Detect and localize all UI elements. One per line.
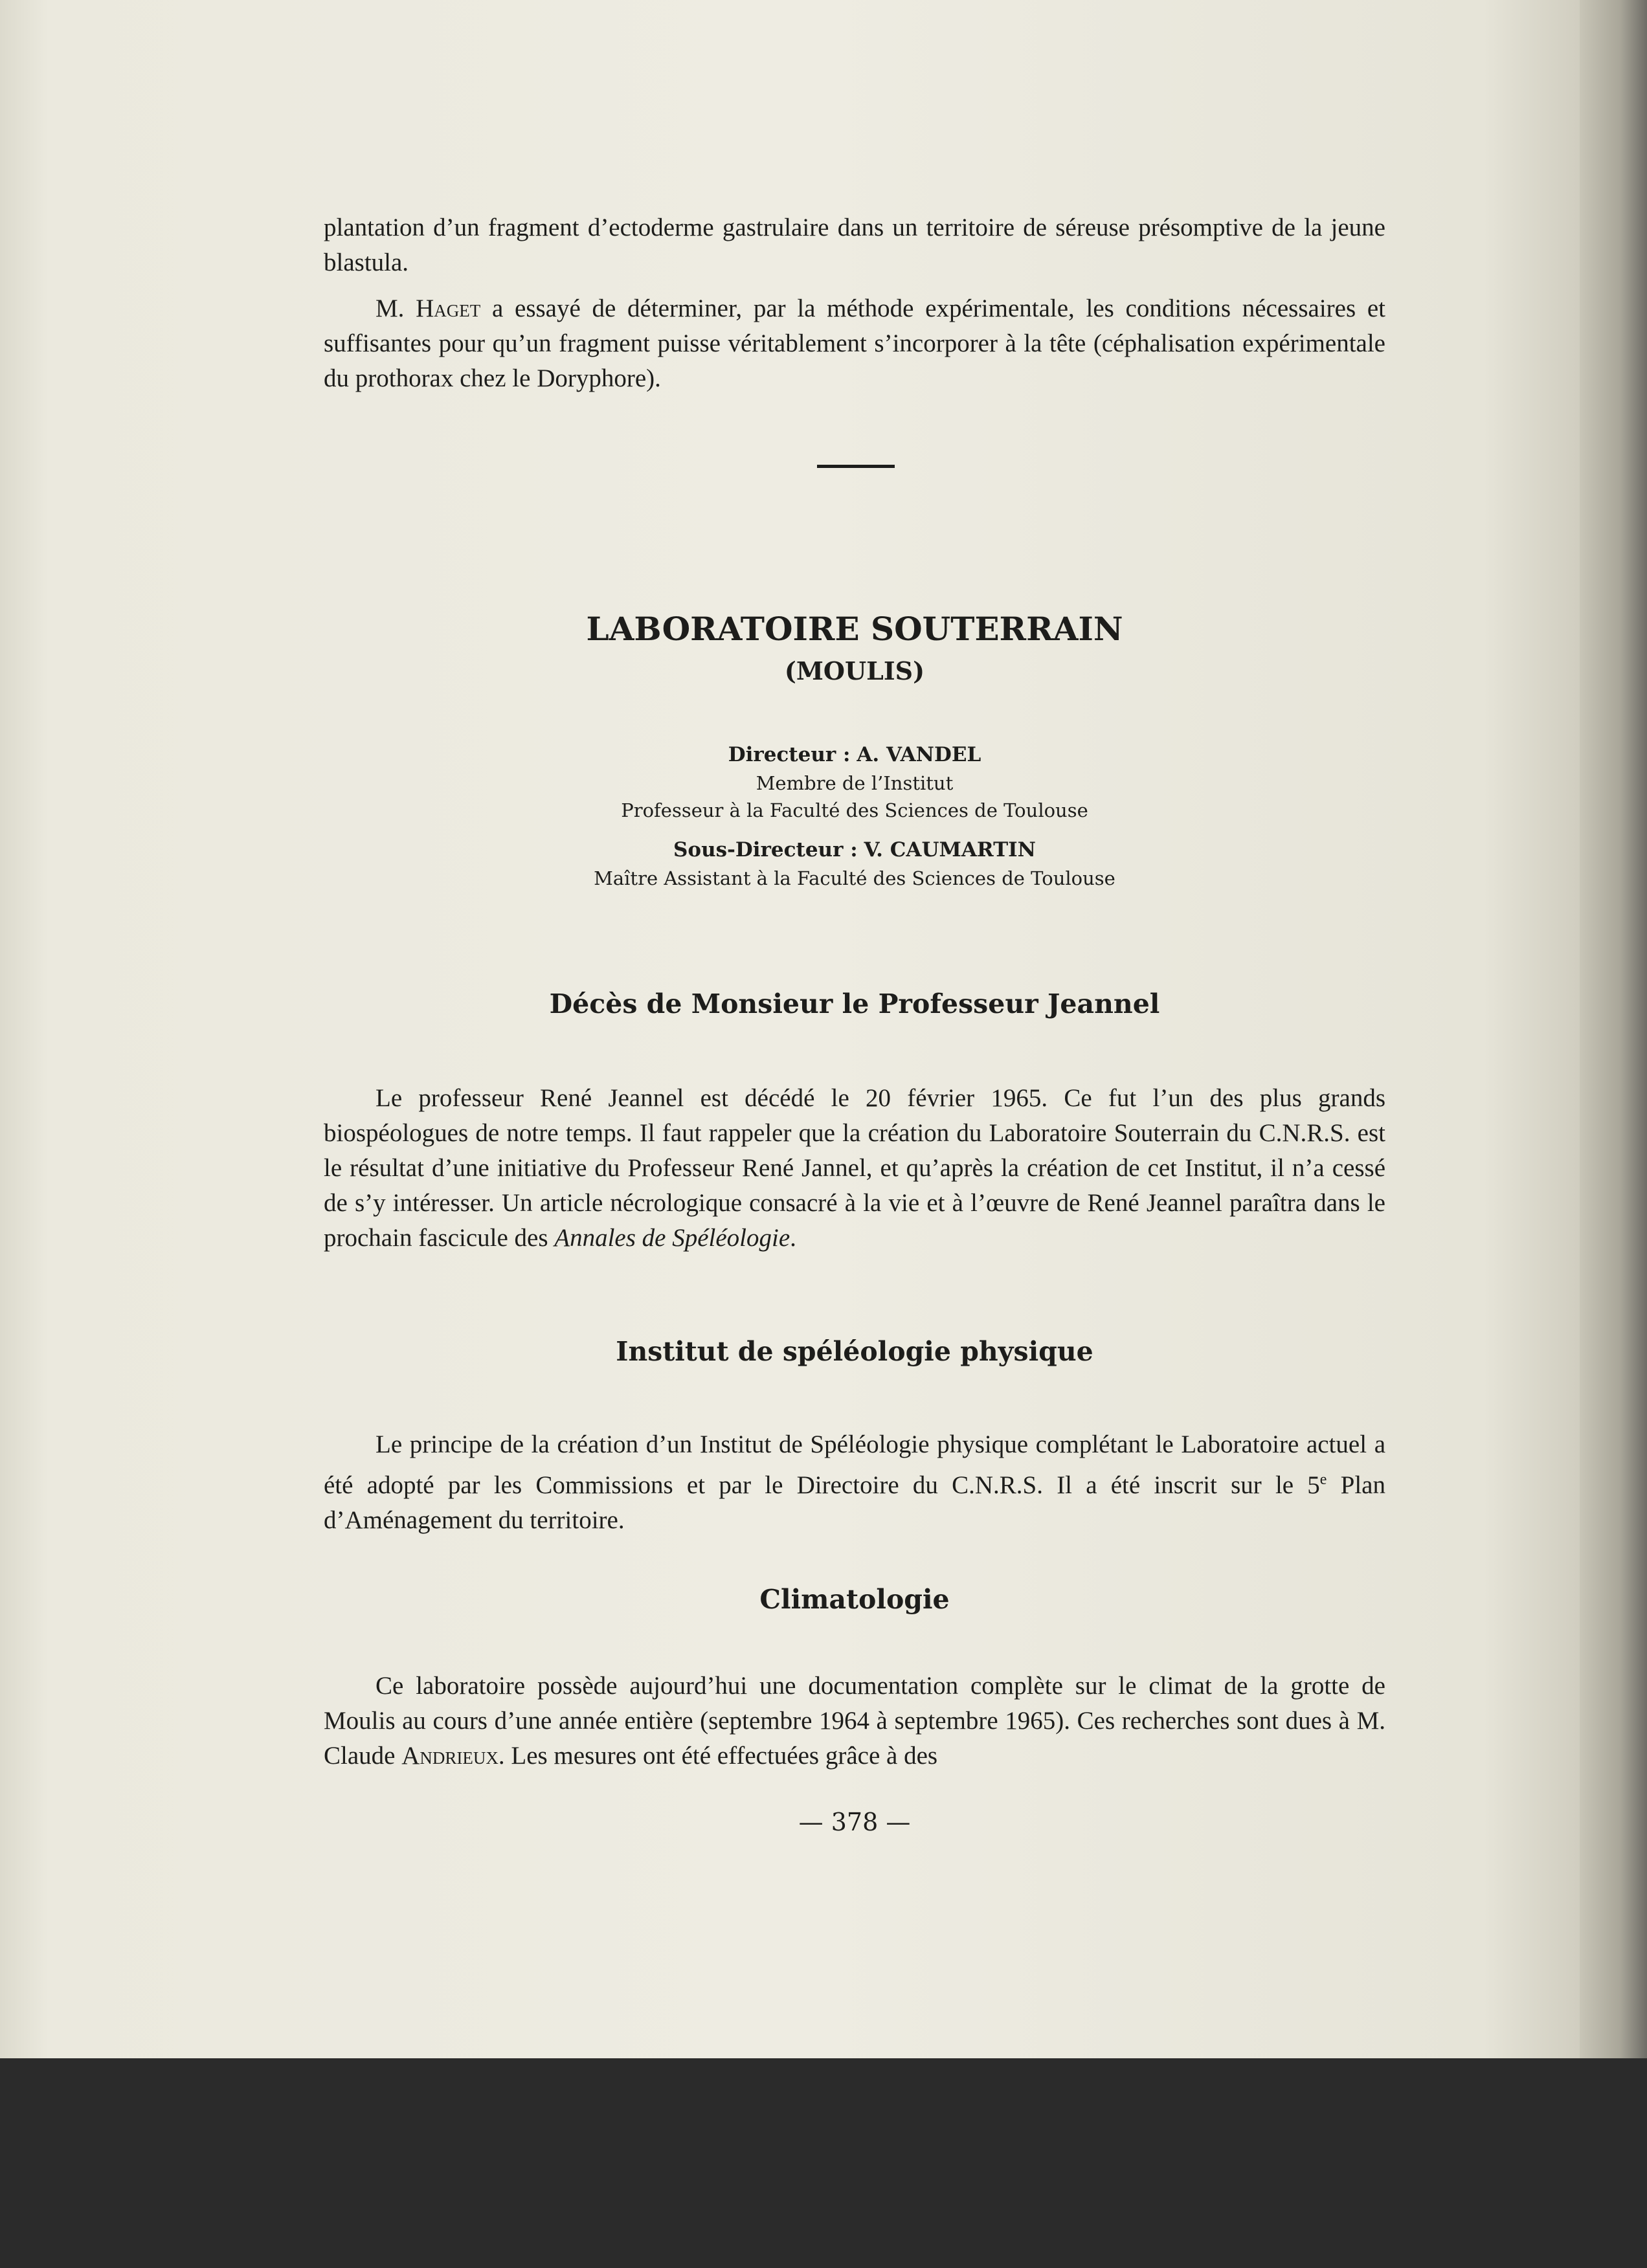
paragraph-prefix: M. bbox=[375, 295, 416, 322]
section-title-climatologie: Climatologie bbox=[759, 1584, 950, 1615]
paragraph-text: a essayé de déterminer, par la méthode expérimentale, les conditions nécessaires et suffisantes pour qu’un fragment puisse véritablement s’incorporer à la tête (céphalisation expérimentale du prothorax chez le Doryphore). bbox=[324, 295, 1385, 392]
paragraph-text: Le professeur René Jeannel est décédé le 20 février 1965. Ce fut l’un des plus grands biospéologues de notre temps. Il faut rappeler que la création du Laboratoire Souterrain du C.N.R.S. est le résultat d’une initiative du Professeur René Jannel, et qu’après la création de cet Institut, il n’a cessé de s’y intéresser. Un article nécrologique consacré à la vie et à l’œuvre de René Jeannel paraîtra dans le prochain fascicule des bbox=[324, 1084, 1385, 1252]
paragraph-climatologie bbox=[324, 1669, 1385, 1773]
director-line bbox=[324, 741, 1385, 768]
superscript: e bbox=[1319, 1471, 1327, 1488]
subdirector-line bbox=[324, 836, 1385, 863]
journal-title: Annales de Spéléologie bbox=[554, 1224, 790, 1252]
director-title-2: Professeur à la Faculté des Sciences de Toulouse bbox=[621, 799, 1088, 821]
paragraph-text: Le principe de la création d’un Institut de Spéléologie physique complétant le Laboratoire actuel a été adopté par les Commissions et par le Directoire du C.N.R.S. Il a été inscrit sur le 5 bbox=[324, 1430, 1385, 1499]
subdirector-title: Maître Assistant à la Faculté des Sciences de Toulouse bbox=[594, 867, 1115, 889]
section-title-institut: Institut de spéléologie physique bbox=[616, 1336, 1093, 1367]
subdirector-name: V. CAUMARTIN bbox=[864, 838, 1036, 862]
author-name: Haget bbox=[416, 295, 481, 322]
director-name: A. VANDEL bbox=[857, 743, 981, 766]
book-spine-shadow bbox=[1580, 0, 1647, 2058]
paragraph-end: . bbox=[790, 1224, 796, 1252]
researcher-name: Andrieux bbox=[401, 1742, 499, 1770]
director-title-1: Membre de l’Institut bbox=[756, 772, 954, 794]
paragraph-institut bbox=[324, 1427, 1385, 1538]
section-title-deces: Décès de Monsieur le Professeur Jeannel bbox=[549, 988, 1160, 1019]
lab-subtitle: (MOULIS) bbox=[784, 656, 925, 685]
page-number: — 378 — bbox=[798, 1808, 911, 1836]
subdirector-label: Sous-Directeur : bbox=[673, 838, 858, 862]
paragraph-continuation bbox=[324, 210, 1385, 280]
paragraph-text-end: Plan d’Aménagement du territoire. bbox=[324, 1471, 1385, 1534]
paragraph-text: Ce laboratoire possède aujourd’hui une documentation complète sur le climat de la grotte de Moulis au cours d’une année entière (septembre 1964 à septembre 1965). Ces recherches sont dues à M. Claude bbox=[324, 1672, 1385, 1770]
paragraph-deces bbox=[324, 1081, 1385, 1256]
paragraph-haget bbox=[324, 291, 1385, 396]
lab-title: LABORATOIRE SOUTERRAIN bbox=[586, 610, 1123, 648]
paragraph-text: plantation d’un fragment d’ectoderme gastrulaire dans un territoire de séreuse présomptive de la jeune blastula. bbox=[324, 214, 1385, 276]
section-divider bbox=[817, 465, 895, 468]
paragraph-text-end: . Les mesures ont été effectuées grâce à des bbox=[498, 1742, 938, 1770]
director-label: Directeur : bbox=[728, 743, 851, 766]
